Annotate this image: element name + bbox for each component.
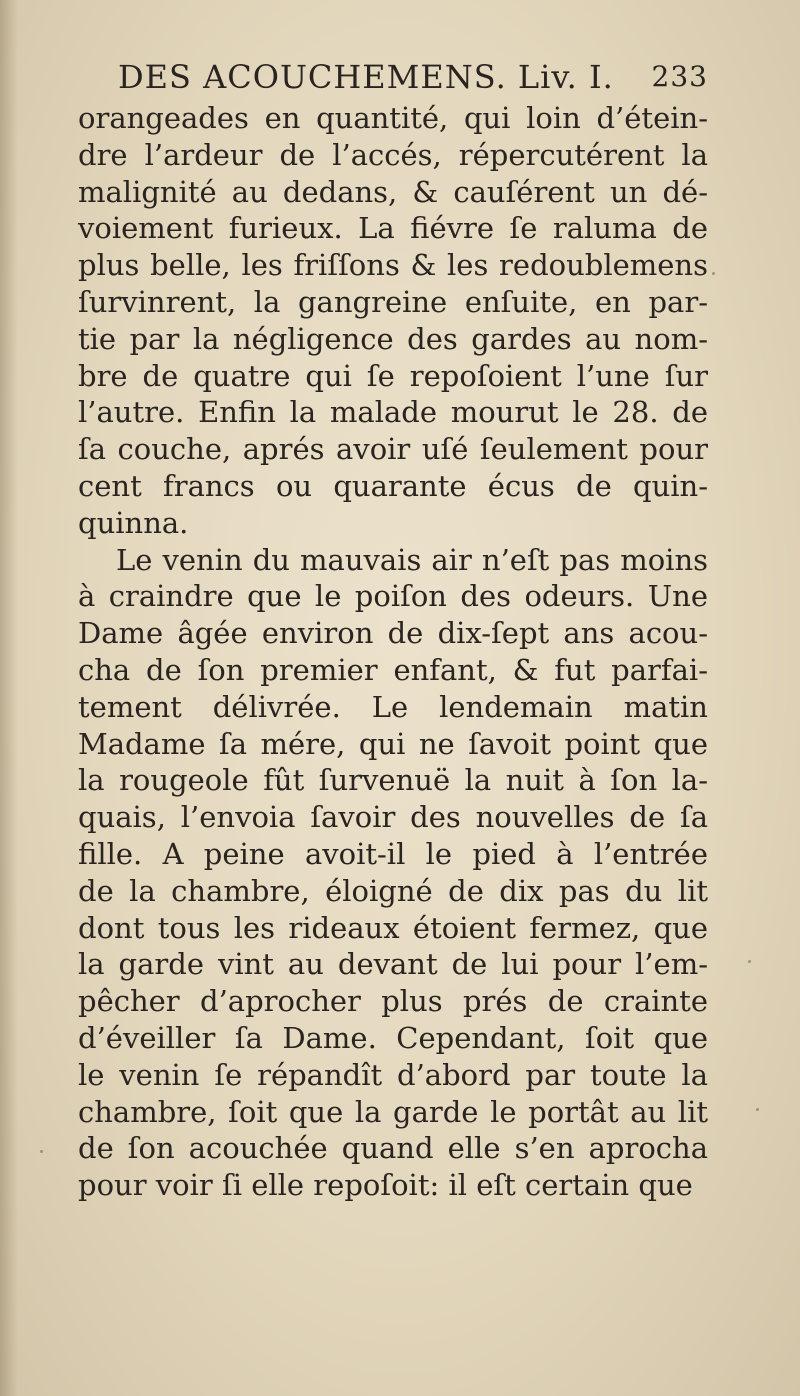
page-number: 233 (651, 60, 708, 93)
text-line: chambre, ſoit que la garde le portât au lit (78, 1094, 708, 1129)
ink-speck (712, 272, 715, 275)
text-line: Dame âgée environ de dix-ſept ans acou- (78, 616, 708, 651)
text-line: pêcher d’aprocher plus prés de crainte (78, 984, 708, 1019)
text-line: dre l’ardeur de l’accés, répercutérent la (78, 137, 708, 172)
text-line: ſa couche, aprés avoir uſé ſeulement pour (78, 432, 708, 467)
text-line: Madame ſa mére, qui ne ſavoit point que (78, 726, 708, 761)
text-line: pour voir ſi elle repoſoit: il eſt certain que (78, 1168, 693, 1203)
text-line: malignité au dedans, & cauſérent un dé- (78, 174, 708, 209)
text-line: de la chambre, éloigné de dix pas du lit (78, 873, 708, 908)
text-line: orangeades en quantité, qui loin d’étein- (78, 101, 708, 135)
running-head-title: DES ACOUCHEMENS. Liv. I. (118, 58, 614, 96)
page-gutter-shadow (0, 0, 18, 1396)
text-line: la garde vint au devant de lui pour l’em- (78, 947, 708, 982)
text-line: l’autre. Enfin la malade mourut le 28. de (78, 395, 708, 430)
body-text (78, 100, 708, 1204)
running-head (118, 58, 708, 102)
text-line: voiement furieux. La fiévre ſe raluma de (78, 211, 708, 246)
text-line: à craindre que le poiſon des odeurs. Une (78, 579, 708, 614)
text-line: de ſon acouchée quand elle s’en aprocha (78, 1131, 708, 1166)
text-line: quais, l’envoia ſavoir des nouvelles de ſa (78, 800, 708, 835)
text-line: plus belle, les friſſons & les redoublemens (78, 248, 708, 283)
text-line: fille. A peine avoit-il le pied à l’entrée (78, 836, 708, 871)
text-line: cent francs ou quarante écus de quin- (78, 468, 708, 503)
text-line: le venin ſe répandît d’abord par toute la (78, 1057, 708, 1092)
text-line: ſurvinrent, la gangreine enſuite, en par- (78, 284, 708, 319)
text-line: d’éveiller ſa Dame. Cependant, ſoit que (78, 1020, 708, 1055)
text-line: tie par la négligence des gardes au nom- (78, 321, 708, 356)
text-line: dont tous les rideaux étoient fermez, que (78, 910, 708, 945)
text-line: bre de quatre qui ſe repoſoient l’une ſur (78, 358, 708, 393)
text-line-paragraph-start: Le venin du mauvais air n’eſt pas moins (116, 542, 708, 577)
text-line-paragraph-end: quinna. (78, 505, 189, 540)
text-line: tement délivrée. Le lendemain matin (78, 689, 708, 724)
ink-speck (756, 1108, 759, 1111)
text-line: cha de ſon premier enfant, & fut parfai- (78, 652, 708, 687)
ink-speck (748, 960, 751, 963)
ink-speck (40, 1150, 43, 1153)
text-line: la rougeole fût ſurvenuë la nuit à ſon la- (78, 763, 708, 798)
